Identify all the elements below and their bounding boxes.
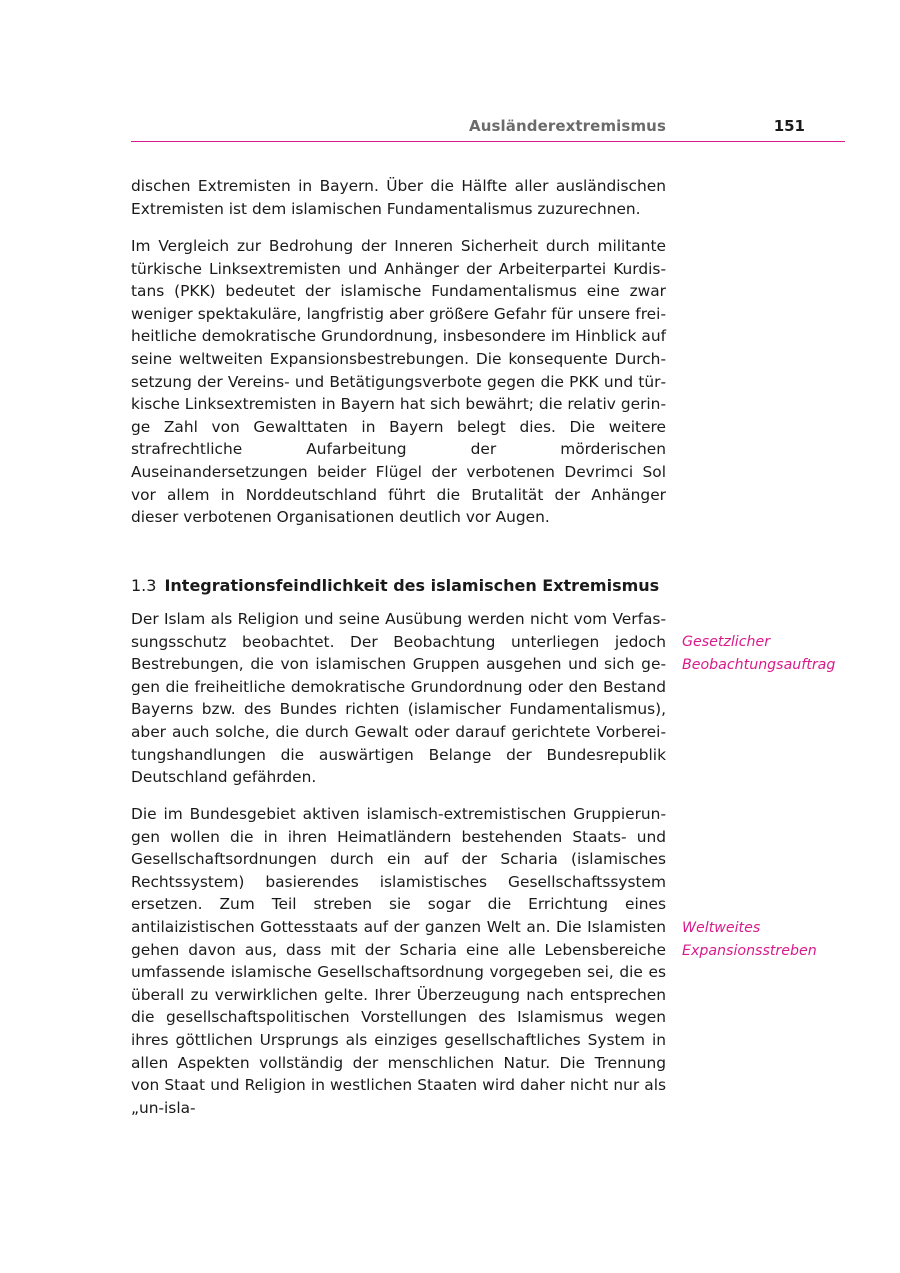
section-title: Integrationsfeindlichkeit des islamischen Extremismus <box>164 576 660 595</box>
page-number: 151 <box>773 117 805 135</box>
running-header <box>131 115 845 142</box>
margin-note: Gesetzlicher Beobachtungsauftrag <box>682 634 836 673</box>
margin-note: Weltweites Expansionsstreben <box>682 920 817 959</box>
section-number: 1.3 <box>131 576 157 595</box>
body-paragraph: Die im Bundesgebiet aktiven islamisch-extremistischen Gruppierungen wollen die in ihren Heimatländern bestehenden Staats- und Gesellschaftsordnungen durch ein auf der Scharia (islamisches Rechtssystem) basierendes islamistisches Gesellschaftssystem ersetzen. Zum Teil streben sie sogar die Errichtung eines antilaizistischen Gottesstaats auf der ganzen Welt an. Die Islamisten gehen davon aus, dass mit der Scharia eine alle Lebensbereiche umfassende islamische Gesellschaftsordnung vorgegeben sei, die es überall zu verwirklichen gelte. Ihrer Überzeugung nach entsprechen die gesellschaftspolitischen Vorstellungen des Islamismus wegen ihres göttlichen Ursprungs als einziges gesellschaftliches System in allen Aspekten vollständig der menschlichen Natur. Die Trennung von Staat und Religion in westlichen Staaten wird daher nicht nur als „un-isla- <box>131 805 666 1117</box>
body-paragraph: dischen Extremisten in Bayern. Über die Hälfte aller ausländischen Extremisten ist dem islamischen Fundamentalismus zuzurechnen. <box>131 177 666 218</box>
running-title: Ausländerextremismus <box>469 117 666 135</box>
body-paragraph: Im Vergleich zur Bedrohung der Inneren Sicherheit durch militante türkische Linksextremisten und Anhänger der Arbeiterpartei Kurdistans (PKK) bedeutet der islamische Fundamentalismus eine zwar weniger spektakuläre, langfristig aber größere Gefahr für unsere freiheitliche demokratische Grundordnung, insbesondere im Hinblick auf seine weltweiten Expansionsbestrebungen. Die konsequente Durchsetzung der Vereins- und Betätigungsverbote gegen die PKK und türkische Linksextremisten in Bayern hat sich bewährt; die relativ geringe Zahl von Gewalttaten in Bayern belegt dies. Die weitere strafrechtliche Aufarbeitung der mörderischen Auseinandersetzungen beider Flügel der verbotenen Devrimci Sol vor allem in Norddeutschland führt die Brutalität der Anhänger dieser verbotenen Organisationen deutlich vor Augen. <box>131 237 666 527</box>
body-paragraph: Der Islam als Religion und seine Ausübung werden nicht vom Verfassungsschutz beobachtet. Der Beobachtung unterliegen jedoch Bestrebungen, die von islamischen Gruppen ausgehen und sich gegen die freiheitliche demokratische Grundordnung oder den Bestand Bayerns bzw. des Bundes richten (islamischer Fundamentalismus), aber auch solche, die durch Gewalt oder darauf gerichtete Vorbereitungshandlungen die auswärtigen Belange der Bundesrepublik Deutschland gefährden. <box>131 610 666 787</box>
section-heading <box>131 574 691 598</box>
